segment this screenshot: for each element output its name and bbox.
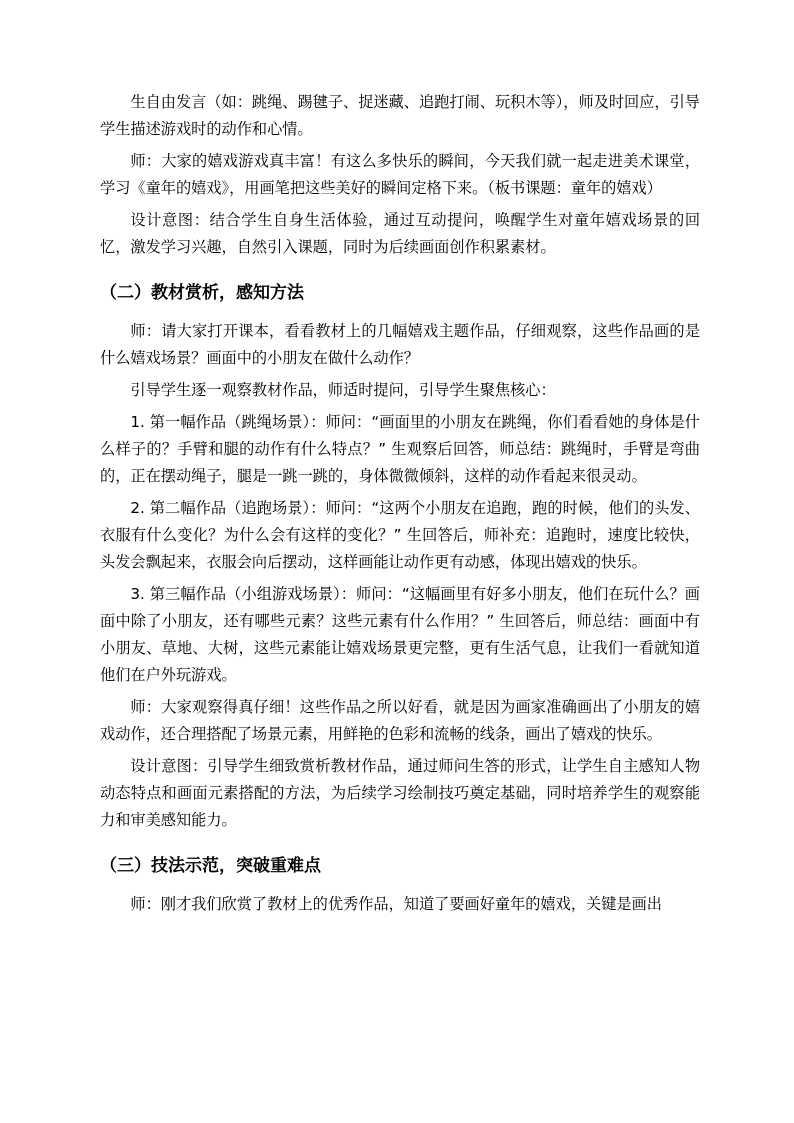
paragraph: 引导学生逐一观察教材作品，师适时提问，引导学生聚焦核心：	[130, 381, 556, 399]
paragraph: 师：大家的嬉戏游戏真丰富！有这么多快乐的瞬间，今天我们就一起走进美术课堂，学习《童年的嬉戏》，用画笔把这些美好的瞬间定格下来。（板书课题：童年的嬉戏）	[100, 152, 700, 197]
paragraph: 2. 第二幅作品（追跑场景）：师问：“这两个小朋友在追跑，跑的时候，他们的头发、衣服有什么变化？为什么会有这样的变化？” 生回答后，师补充：追跑时，速度比较快，头发会飘起来，衣服会向后摆动，这样画能让动作更有动感，体现出嬉戏的快乐。	[100, 499, 700, 571]
paragraph: 生自由发言（如：跳绳、踢毽子、捉迷藏、追跑打闹、玩积木等），师及时回应，引导学生描述游戏时的动作和心情。	[100, 93, 700, 138]
paragraph: 设计意图：引导学生细致赏析教材作品，通过师问生答的形式，让学生自主感知人物动态特点和画面元素搭配的方法，为后续学习绘制技巧奠定基础，同时培养学生的观察能力和审美感知能力。	[100, 757, 700, 829]
document-body	[100, 89, 700, 923]
paragraph: 师：大家观察得真仔细！这些作品之所以好看，就是因为画家准确画出了小朋友的嬉戏动作，还合理搭配了场景元素，用鲜艳的色彩和流畅的线条，画出了嬉戏的快乐。	[100, 698, 700, 743]
paragraph: 设计意图：结合学生自身生活体验，通过互动提问，唤醒学生对童年嬉戏场景的回忆，激发学习兴趣，自然引入课题，同时为后续画面创作积累素材。	[100, 211, 700, 256]
section-heading: （二）教材赏析，感知方法	[100, 283, 304, 303]
paragraph: 3. 第三幅作品（小组游戏场景）：师问：“这幅画里有好多小朋友，他们在玩什么？画面中除了小朋友，还有哪些元素？这些元素有什么作用？” 生回答后，师总结：画面中有小朋友、草地、大树，这些元素能让嬉戏场景更完整，更有生活气息，让我们一看就知道他们在户外玩游戏。	[100, 585, 700, 684]
section-heading: （三）技法示范，突破重难点	[100, 856, 321, 876]
paragraph: 1. 第一幅作品（跳绳场景）：师问：“画面里的小朋友在跳绳，你们看看她的身体是什么样子的？手臂和腿的动作有什么特点？” 生观察后回答，师总结：跳绳时，手臂是弯曲的，正在摆动绳子，腿是一跳一跳的，身体微微倾斜，这样的动作看起来很灵动。	[100, 413, 700, 485]
paragraph: 师：刚才我们欣赏了教材上的优秀作品，知道了要画好童年的嬉戏，关键是画出	[130, 895, 662, 913]
paragraph: 师：请大家打开课本，看看教材上的几幅嬉戏主题作品，仔细观察，这些作品画的是什么嬉戏场景？画面中的小朋友在做什么动作？	[100, 322, 700, 367]
